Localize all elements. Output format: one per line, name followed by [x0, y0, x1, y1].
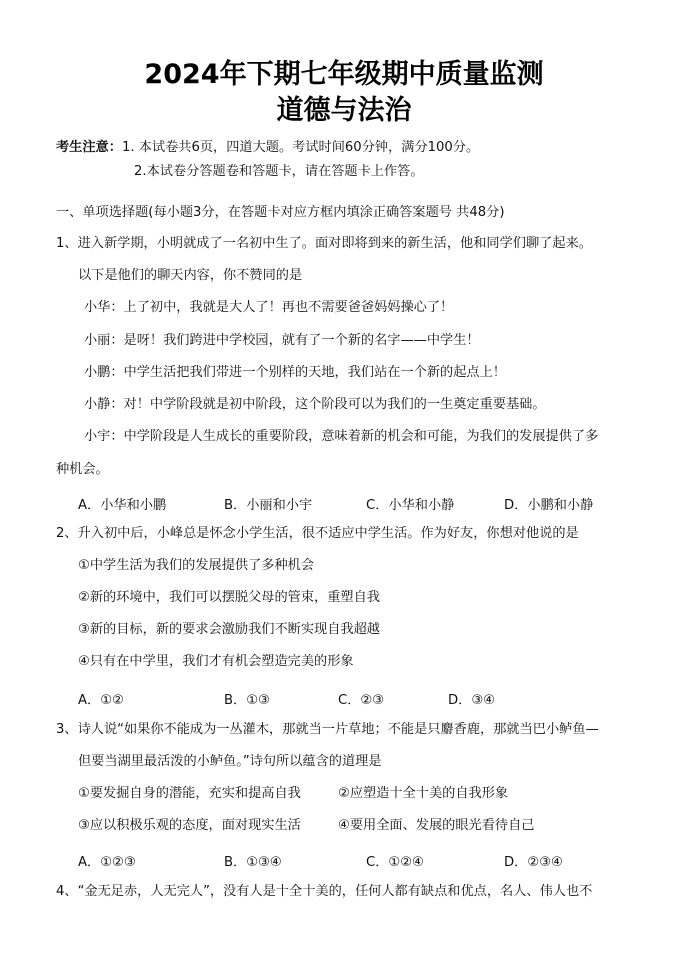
- q2-item-2: ②新的环境中，我们可以摆脱父母的管束，重塑自我: [78, 590, 380, 605]
- q1-option-d: D．小鹏和小静: [504, 498, 594, 513]
- q3-item-3: ③应以积极乐观的态度，面对现实生活: [78, 818, 301, 833]
- q2-item-4: ④只有在中学里，我们才有机会塑造完美的形象: [78, 654, 354, 669]
- q3-option-a: A．①②③: [78, 855, 136, 870]
- q3-option-d: D．②③④: [504, 855, 563, 870]
- notice-label: 考生注意：: [56, 140, 122, 155]
- q1-stem-line-1: 1、进入新学期，小明就成了一名初中生了。面对即将到来的新生活，他和同学们聊了起来。: [56, 236, 592, 251]
- q3-item-2: ②应塑造十全十美的自我形象: [338, 786, 509, 801]
- q1-options: [78, 494, 638, 512]
- q2-item-3: ③新的目标，新的要求会激励我们不断实现自我超越: [78, 622, 380, 637]
- q3-stem-line-2: 但要当湖里最活泼的小鲈鱼。”诗句所以蕴含的道理是: [78, 754, 382, 769]
- exam-title: 2024年下期七年级期中质量监测: [144, 59, 544, 90]
- q3-option-c: C．①②④: [366, 855, 424, 870]
- q2-option-d: D．③④: [448, 693, 495, 708]
- q3-options: [78, 851, 638, 869]
- q2-option-c: C．②③: [338, 693, 385, 708]
- q1-statement-3: 小鹏：中学生活把我们带进一个别样的天地，我们站在一个新的起点上！: [84, 365, 506, 380]
- q1-statement-1: 小华：上了初中，我就是大人了！再也不需要爸爸妈妈操心了！: [84, 300, 454, 315]
- notice-line-1: [56, 140, 479, 156]
- q1-option-b: B．小丽和小宇: [224, 498, 313, 513]
- notice-item-2: 2.本试卷分答题卷和答题卡，请在答题卡上作答。: [134, 164, 424, 179]
- q1-stem-line-2: 以下是他们的聊天内容，你不赞同的是: [78, 268, 303, 283]
- q2-option-b: B．①③: [224, 693, 270, 708]
- q3-stem-line-1: 3、诗人说“如果你不能成为一丛灌木，那就当一片草地；不能是只麝香鹿，那就当巴小鲈鱼—: [56, 722, 599, 737]
- subject-title: 道德与法治: [276, 95, 412, 126]
- q3-item-4: ④要用全面、发展的眼光看待自己: [338, 818, 535, 833]
- q1-statement-5-line-2: 种机会。: [56, 462, 109, 477]
- q1-statement-5-line-1: 小宇：中学阶段是人生成长的重要阶段，意味着新的机会和可能，为我们的发展提供了多: [84, 429, 599, 444]
- q2-options: [78, 689, 638, 707]
- q1-statement-2: 小丽：是呀！我们跨进中学校园，就有了一个新的名字——中学生！: [84, 333, 480, 348]
- q1-statement-4: 小静：对！中学阶段就是初中阶段，这个阶段可以为我们的一生奠定重要基础。: [84, 397, 546, 412]
- section-heading: 一、单项选择题(每小题3分，在答题卡对应方框内填涂正确答案题号 共48分): [56, 205, 505, 220]
- q2-stem: 2、升入初中后，小峰总是怀念小学生活，很不适应中学生活。作为好友，你想对他说的是: [56, 526, 579, 541]
- q1-option-a: A．小华和小鹏: [78, 498, 167, 513]
- q4-stem-line-1: 4、“金无足赤，人无完人”，没有人是十全十美的，任何人都有缺点和优点，名人、伟人也不: [56, 884, 593, 899]
- q2-option-a: A．①②: [78, 693, 124, 708]
- q2-item-1: ①中学生活为我们的发展提供了多种机会: [78, 558, 315, 573]
- notice-item-1: 1. 本试卷共6页，四道大题。考试时间60分钟，满分100分。: [121, 140, 480, 155]
- q3-option-b: B．①③④: [224, 855, 282, 870]
- q3-item-1: ①要发掘自身的潜能，充实和提高自我: [78, 786, 301, 801]
- q1-option-c: C．小华和小静: [366, 498, 455, 513]
